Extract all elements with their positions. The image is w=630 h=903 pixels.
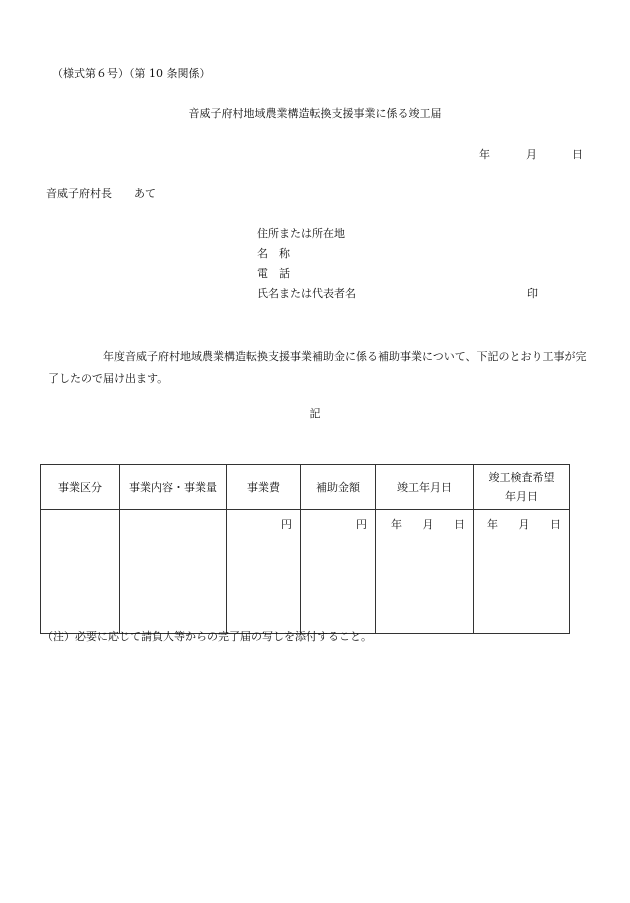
document-title: 音威子府村地域農業構造転換支援事業に係る竣工届 bbox=[188, 107, 442, 120]
header-subsidy-amount: 補助金額 bbox=[301, 465, 376, 510]
cell-inspection-date[interactable] bbox=[474, 510, 570, 634]
representative-label: 氏名または代表者名 bbox=[257, 287, 356, 300]
table-header-row bbox=[41, 465, 570, 510]
cell-business-content[interactable] bbox=[120, 510, 227, 634]
header-business-cost: 事業費 bbox=[227, 465, 301, 510]
cell-business-category[interactable] bbox=[41, 510, 120, 634]
phone-label: 電 話 bbox=[257, 267, 290, 280]
footnote: （注）必要に応じて請負人等からの完了届の写しを添付すること。 bbox=[42, 630, 372, 643]
name-label: 名 称 bbox=[257, 247, 290, 260]
table-row bbox=[41, 510, 570, 634]
date-month: 月 bbox=[526, 148, 537, 161]
cell-business-cost[interactable] bbox=[227, 510, 301, 634]
cost-unit: 円 bbox=[281, 518, 292, 531]
completion-table bbox=[40, 464, 570, 634]
cell-completion-date[interactable] bbox=[376, 510, 474, 634]
date-day: 日 bbox=[572, 148, 583, 161]
subsidy-unit: 円 bbox=[356, 518, 367, 531]
header-completion-date: 竣工年月日 bbox=[376, 465, 474, 510]
form-number: （様式第６号）（第 10 条関係） bbox=[52, 67, 211, 80]
cell-subsidy-amount[interactable] bbox=[301, 510, 376, 634]
body-text: 年度音威子府村地域農業構造転換支援事業補助金に係る補助事業について、下記のとおり工事が完了したので届け出ます。 bbox=[48, 350, 587, 385]
header-business-content: 事業内容・事業量 bbox=[120, 465, 227, 510]
seal-mark: 印 bbox=[527, 287, 538, 300]
header-business-category: 事業区分 bbox=[41, 465, 120, 510]
completion-date-text: 年 月 日 bbox=[391, 518, 465, 531]
date-year: 年 bbox=[479, 148, 490, 161]
inspection-date-text: 年 月 日 bbox=[487, 518, 561, 531]
header-inspection-date: 竣工検査希望 年月日 bbox=[474, 465, 570, 510]
address-label: 住所または所在地 bbox=[257, 227, 345, 240]
ki-heading: 記 bbox=[309, 407, 321, 420]
addressee: 音威子府村長 あて bbox=[46, 187, 156, 200]
